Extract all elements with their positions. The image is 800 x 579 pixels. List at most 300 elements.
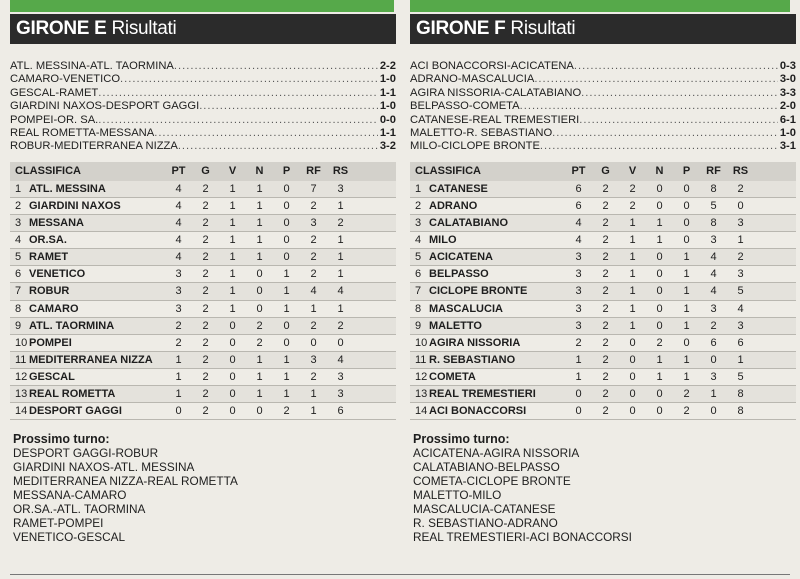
team-cell <box>410 337 565 349</box>
team-position: 11 <box>415 353 427 366</box>
stat-pt: 1 <box>575 370 582 383</box>
team-position: 7 <box>415 285 422 298</box>
stat-pt: 1 <box>175 370 182 383</box>
stat-rf: 2 <box>310 234 317 247</box>
results-list <box>10 60 396 154</box>
stat-pt: 3 <box>575 251 582 264</box>
stat-rs: 8 <box>737 405 744 418</box>
result-row <box>410 73 796 86</box>
stat-n: 2 <box>656 336 663 349</box>
stat-rs: 3 <box>737 319 744 332</box>
stat-rf: 0 <box>710 405 717 418</box>
match-name: ROBUR-MEDITERRANEA NIZZA <box>10 140 178 153</box>
team-name: VENETICO <box>29 268 86 281</box>
team-position: 8 <box>15 302 22 315</box>
team-name: COMETA <box>429 370 476 383</box>
match-score: 2-0 <box>779 100 796 113</box>
stat-rf: 5 <box>710 199 717 212</box>
stat-v: 1 <box>229 217 236 230</box>
team-name: CATANESE <box>429 182 488 195</box>
stat-p: 1 <box>283 370 290 383</box>
stat-v: 1 <box>229 285 236 298</box>
stat-v: 2 <box>629 199 636 212</box>
team-name: AGIRA NISSORIA <box>429 336 521 349</box>
match-score: 0-3 <box>779 60 796 72</box>
next-round-title: Prossimo turno: <box>13 432 110 447</box>
column-header: N <box>255 165 264 178</box>
stat-rf: 2 <box>310 199 317 212</box>
stat-p: 0 <box>683 182 690 195</box>
stat-p: 1 <box>683 370 690 383</box>
stat-g: 2 <box>202 319 209 332</box>
stat-pt: 1 <box>575 353 582 366</box>
stat-n: 0 <box>256 285 263 298</box>
team-cell <box>410 354 565 366</box>
column-header: CLASSIFICA <box>415 165 481 178</box>
next-match: OR.SA.-ATL. TAORMINA <box>13 502 146 517</box>
team-name: MALETTO <box>429 319 482 332</box>
next-match: RAMET-POMPEI <box>13 516 104 531</box>
team-position: 1 <box>415 182 422 195</box>
team-name: ATL. MESSINA <box>29 182 106 195</box>
stat-n: 0 <box>656 182 663 195</box>
stat-g: 2 <box>202 353 209 366</box>
match-score: 3-3 <box>779 86 796 99</box>
team-name: BELPASSO <box>429 268 489 281</box>
table-row <box>410 232 796 249</box>
match-name: BELPASSO-COMETA <box>410 100 520 113</box>
match-name: CATANESE-REAL TREMESTIERI <box>410 113 580 126</box>
stat-v: 1 <box>229 251 236 264</box>
stat-v: 1 <box>629 268 636 281</box>
stat-n: 2 <box>256 319 263 332</box>
table-row <box>10 335 396 352</box>
stat-p: 1 <box>283 302 290 315</box>
team-cell <box>10 354 165 366</box>
stat-p: 1 <box>283 388 290 401</box>
team-name: ATL. TAORMINA <box>29 319 115 332</box>
group-title: GIRONE E <box>16 18 107 39</box>
leader-dots <box>574 60 778 73</box>
stat-rf: 6 <box>710 336 717 349</box>
column-header: G <box>201 165 210 178</box>
team-name: OR.SA. <box>29 234 67 247</box>
stat-pt: 4 <box>575 217 582 230</box>
stat-n: 1 <box>656 234 663 247</box>
stat-rs: 1 <box>737 234 744 247</box>
stat-v: 0 <box>229 319 236 332</box>
stat-rs: 6 <box>337 405 344 418</box>
table-row <box>410 181 796 198</box>
group-e-header <box>10 14 396 44</box>
stat-p: 1 <box>683 268 690 281</box>
stat-rs: 0 <box>737 199 744 212</box>
stat-rs: 2 <box>337 217 344 230</box>
result-row <box>10 114 396 127</box>
team-position: 14 <box>15 405 28 418</box>
team-cell <box>410 234 565 246</box>
match-score: 3-1 <box>779 140 796 153</box>
team-position: 12 <box>15 370 28 383</box>
team-name: REAL TREMESTIERI <box>429 388 536 401</box>
stat-n: 1 <box>256 182 263 195</box>
next-round <box>10 432 396 544</box>
stat-n: 0 <box>256 268 263 281</box>
column-header: RS <box>332 165 349 178</box>
stat-g: 2 <box>202 405 209 418</box>
stat-n: 1 <box>256 370 263 383</box>
stat-n: 0 <box>656 199 663 212</box>
stat-rf: 2 <box>710 319 717 332</box>
leader-dots <box>540 140 778 153</box>
stat-g: 2 <box>602 268 609 281</box>
team-name: MESSANA <box>29 217 85 230</box>
stat-n: 0 <box>656 319 663 332</box>
stat-p: 1 <box>283 285 290 298</box>
team-cell <box>410 405 565 417</box>
next-match: MASCALUCIA-CATANESE <box>413 502 556 517</box>
stat-p: 2 <box>683 388 690 401</box>
leader-dots <box>98 87 378 100</box>
result-row <box>10 100 396 113</box>
stat-pt: 3 <box>175 268 182 281</box>
stat-g: 2 <box>202 199 209 212</box>
stat-rs: 8 <box>737 388 744 401</box>
stat-v: 2 <box>629 182 636 195</box>
match-score: 1-1 <box>379 127 396 140</box>
stat-rs: 3 <box>737 268 744 281</box>
stat-rs: 4 <box>337 353 344 366</box>
stat-v: 1 <box>229 199 236 212</box>
stat-p: 1 <box>283 268 290 281</box>
stat-g: 2 <box>202 336 209 349</box>
team-cell <box>410 268 565 280</box>
next-match: COMETA-CICLOPE BRONTE <box>413 474 571 489</box>
stat-g: 2 <box>202 251 209 264</box>
next-match: VENETICO-GESCAL <box>13 530 126 545</box>
stat-rs: 1 <box>337 199 344 212</box>
stat-pt: 4 <box>175 182 182 195</box>
team-name: R. SEBASTIANO <box>429 353 516 366</box>
stat-p: 0 <box>283 182 290 195</box>
table-row <box>410 352 796 369</box>
stat-v: 1 <box>629 251 636 264</box>
stat-v: 1 <box>229 302 236 315</box>
team-position: 4 <box>415 234 422 247</box>
stat-v: 1 <box>229 182 236 195</box>
stat-p: 1 <box>683 353 690 366</box>
leader-dots <box>579 114 778 127</box>
team-position: 5 <box>15 251 22 264</box>
team-position: 9 <box>415 319 422 332</box>
stat-v: 0 <box>229 388 236 401</box>
column-header: RF <box>306 165 321 178</box>
column-header: N <box>655 165 664 178</box>
column-header: V <box>628 165 637 178</box>
standings-header <box>10 162 396 181</box>
stat-rs: 3 <box>737 217 744 230</box>
table-row <box>10 283 396 300</box>
team-cell <box>10 200 165 212</box>
stat-pt: 0 <box>175 405 182 418</box>
stat-g: 2 <box>602 336 609 349</box>
match-score: 2-2 <box>379 60 396 72</box>
stat-rf: 7 <box>310 182 317 195</box>
match-score: 6-1 <box>779 113 796 126</box>
stat-v: 0 <box>629 353 636 366</box>
team-name: CALATABIANO <box>429 217 509 230</box>
table-row <box>410 318 796 335</box>
stat-v: 0 <box>629 405 636 418</box>
stat-n: 0 <box>256 302 263 315</box>
stat-pt: 3 <box>575 285 582 298</box>
stat-pt: 1 <box>175 388 182 401</box>
table-row <box>410 266 796 283</box>
stat-n: 0 <box>256 405 263 418</box>
result-row <box>10 60 396 73</box>
stat-n: 2 <box>256 336 263 349</box>
team-name: ACI BONACCORSI <box>429 405 527 418</box>
stat-v: 1 <box>229 234 236 247</box>
stat-pt: 2 <box>175 336 182 349</box>
group-e-section <box>10 14 396 544</box>
stat-pt: 6 <box>575 182 582 195</box>
column-header: PT <box>571 165 586 178</box>
stat-n: 0 <box>656 405 663 418</box>
next-match: MESSANA-CAMARO <box>13 488 127 503</box>
result-row <box>410 100 796 113</box>
group-subtitle: Risultati <box>111 18 177 39</box>
team-position: 11 <box>15 353 27 366</box>
stat-n: 1 <box>256 234 263 247</box>
table-row <box>410 215 796 232</box>
group-f-section <box>410 14 796 544</box>
stat-v: 0 <box>629 370 636 383</box>
stat-v: 0 <box>229 336 236 349</box>
team-name: ACICATENA <box>429 251 493 264</box>
match-name: GESCAL-RAMET <box>10 86 99 99</box>
stat-rs: 5 <box>737 285 744 298</box>
next-match: ACICATENA-AGIRA NISSORIA <box>413 446 580 461</box>
standings-body <box>10 181 396 420</box>
table-row <box>410 403 796 420</box>
team-cell <box>410 183 565 195</box>
group-subtitle: Risultati <box>510 18 576 39</box>
stat-v: 1 <box>629 285 636 298</box>
column-header: G <box>601 165 610 178</box>
stat-g: 2 <box>602 302 609 315</box>
result-row <box>10 73 396 86</box>
team-name: REAL ROMETTA <box>29 388 116 401</box>
stat-g: 2 <box>202 234 209 247</box>
stat-rf: 4 <box>310 285 317 298</box>
stat-rf: 4 <box>710 285 717 298</box>
stat-rs: 1 <box>337 268 344 281</box>
stat-rf: 0 <box>310 336 317 349</box>
result-row <box>10 127 396 140</box>
stat-n: 0 <box>656 268 663 281</box>
match-score: 1-1 <box>379 86 396 99</box>
team-position: 12 <box>415 370 428 383</box>
table-row <box>10 318 396 335</box>
team-name: DESPORT GAGGI <box>29 405 122 418</box>
stat-p: 1 <box>683 319 690 332</box>
team-position: 2 <box>15 199 22 212</box>
stat-rf: 1 <box>310 405 317 418</box>
match-score: 0-0 <box>379 113 396 126</box>
team-name: CAMARO <box>29 302 79 315</box>
leader-dots <box>174 60 378 73</box>
stat-rf: 2 <box>310 268 317 281</box>
stat-v: 0 <box>229 370 236 383</box>
next-round <box>410 432 796 544</box>
team-name: CICLOPE BRONTE <box>429 285 528 298</box>
stat-g: 2 <box>602 199 609 212</box>
stat-g: 2 <box>202 370 209 383</box>
table-row <box>10 232 396 249</box>
match-name: ADRANO-MASCALUCIA <box>410 73 535 86</box>
stat-n: 0 <box>656 388 663 401</box>
stat-rs: 4 <box>737 302 744 315</box>
team-position: 13 <box>15 388 28 401</box>
stat-rf: 3 <box>710 234 717 247</box>
stat-rf: 2 <box>310 370 317 383</box>
stat-g: 2 <box>602 388 609 401</box>
stat-rs: 2 <box>337 319 344 332</box>
column-header: V <box>228 165 237 178</box>
standings-body <box>410 181 796 420</box>
stat-v: 1 <box>229 268 236 281</box>
stat-rf: 3 <box>310 353 317 366</box>
stat-rs: 1 <box>337 302 344 315</box>
team-cell <box>410 285 565 297</box>
table-row <box>410 369 796 386</box>
stat-g: 2 <box>602 353 609 366</box>
stat-g: 2 <box>602 405 609 418</box>
team-cell <box>410 303 565 315</box>
leader-dots <box>534 73 778 86</box>
team-cell <box>410 251 565 263</box>
column-header: P <box>682 165 691 178</box>
stat-rs: 2 <box>737 251 744 264</box>
team-cell <box>10 320 165 332</box>
stat-pt: 0 <box>575 388 582 401</box>
team-position: 7 <box>15 285 22 298</box>
stat-rf: 1 <box>310 388 317 401</box>
team-name: GESCAL <box>29 370 75 383</box>
result-row <box>410 114 796 127</box>
stat-pt: 3 <box>175 285 182 298</box>
stat-rs: 1 <box>337 251 344 264</box>
table-row <box>410 301 796 318</box>
team-cell <box>10 234 165 246</box>
table-row <box>10 352 396 369</box>
column-header: RS <box>732 165 749 178</box>
team-position: 9 <box>15 319 22 332</box>
stat-rf: 1 <box>310 302 317 315</box>
stat-rs: 3 <box>337 370 344 383</box>
table-row <box>10 403 396 420</box>
stat-rf: 0 <box>710 353 717 366</box>
team-cell <box>410 371 565 383</box>
column-header: RF <box>706 165 721 178</box>
team-cell <box>10 251 165 263</box>
table-row <box>410 386 796 403</box>
stat-p: 0 <box>283 319 290 332</box>
team-position: 5 <box>415 251 422 264</box>
stat-p: 0 <box>283 199 290 212</box>
next-match: REAL TREMESTIERI-ACI BONACCORSI <box>413 530 632 545</box>
stat-rs: 5 <box>737 370 744 383</box>
column-header: PT <box>171 165 186 178</box>
stat-rs: 6 <box>737 336 744 349</box>
stat-v: 0 <box>629 388 636 401</box>
team-position: 3 <box>15 217 22 230</box>
stat-rs: 0 <box>337 336 344 349</box>
team-position: 6 <box>15 268 22 281</box>
column-header: CLASSIFICA <box>15 165 81 178</box>
stat-p: 2 <box>683 405 690 418</box>
stat-rf: 8 <box>710 217 717 230</box>
stat-rf: 4 <box>710 251 717 264</box>
team-name: ROBUR <box>29 285 70 298</box>
stat-rs: 1 <box>337 234 344 247</box>
leader-dots <box>520 100 778 113</box>
next-match: DESPORT GAGGI-ROBUR <box>13 446 159 461</box>
team-cell <box>10 371 165 383</box>
team-name: MEDITERRANEA NIZZA <box>29 353 153 366</box>
standings-table <box>10 162 396 420</box>
stat-g: 2 <box>602 370 609 383</box>
table-row <box>410 249 796 266</box>
stat-p: 2 <box>283 405 290 418</box>
team-cell <box>10 268 165 280</box>
stat-rf: 4 <box>710 268 717 281</box>
group-f-header <box>410 14 796 44</box>
result-row <box>410 60 796 73</box>
stat-g: 2 <box>602 319 609 332</box>
stat-g: 2 <box>202 268 209 281</box>
group-title: GIRONE F <box>416 18 506 39</box>
table-row <box>10 266 396 283</box>
team-position: 8 <box>415 302 422 315</box>
stat-p: 0 <box>283 234 290 247</box>
stat-g: 2 <box>202 302 209 315</box>
stat-n: 1 <box>256 388 263 401</box>
team-cell <box>10 217 165 229</box>
stat-v: 0 <box>629 336 636 349</box>
table-row <box>410 335 796 352</box>
result-row <box>10 87 396 100</box>
match-name: ATL. MESSINA-ATL. TAORMINA <box>10 60 174 72</box>
stat-n: 0 <box>656 251 663 264</box>
team-name: GIARDINI NAXOS <box>29 199 121 212</box>
stat-p: 0 <box>283 217 290 230</box>
next-match: GIARDINI NAXOS-ATL. MESSINA <box>13 460 195 475</box>
team-name: POMPEI <box>29 336 72 349</box>
result-row <box>410 140 796 153</box>
stat-p: 0 <box>683 199 690 212</box>
match-name: CAMARO-VENETICO <box>10 73 121 86</box>
stat-p: 1 <box>683 302 690 315</box>
stat-rs: 3 <box>337 388 344 401</box>
stat-g: 2 <box>202 217 209 230</box>
stat-g: 2 <box>602 217 609 230</box>
leader-dots <box>581 87 778 100</box>
result-row <box>410 127 796 140</box>
table-row <box>410 198 796 215</box>
stat-v: 1 <box>629 319 636 332</box>
